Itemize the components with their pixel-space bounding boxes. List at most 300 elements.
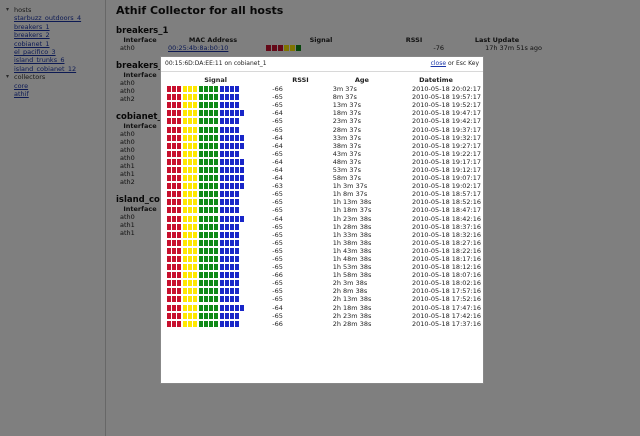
signal-segment [209, 264, 213, 270]
signal-segment [235, 272, 239, 278]
signal-segment [240, 135, 244, 141]
signal-segment [204, 94, 208, 100]
rssi-cell: -65 [272, 190, 283, 199]
signal-segment [204, 224, 208, 230]
signal-segment [188, 167, 192, 173]
signal-segment [177, 175, 181, 181]
signal-segment [188, 151, 192, 157]
rssi-cell: -64 [272, 133, 283, 142]
signal-segment [183, 159, 187, 165]
signal-segment [188, 207, 192, 213]
signal-segment [214, 183, 218, 189]
signal-segment [177, 288, 181, 294]
signal-segment [177, 102, 181, 108]
signal-segment [204, 240, 208, 246]
signal-segment [193, 110, 197, 116]
signal-segment [220, 296, 224, 302]
signal-segment [204, 207, 208, 213]
signal-segment [235, 224, 239, 230]
signal-segment [235, 216, 239, 222]
signal-segment [220, 183, 224, 189]
signal-segment [230, 151, 234, 157]
rssi-cell: -65 [272, 287, 283, 296]
signal-segment [204, 118, 208, 124]
signal-segment [240, 183, 244, 189]
signal-segment [214, 305, 218, 311]
signal-bars [167, 312, 264, 320]
signal-segment [177, 159, 181, 165]
signal-segment [230, 110, 234, 116]
dt-cell: 2010-05-18 18:37:16 [411, 222, 481, 231]
signal-segment [167, 280, 171, 286]
signal-segment [209, 127, 213, 133]
signal-segment [225, 288, 229, 294]
signal-segment [167, 313, 171, 319]
signal-segment [230, 127, 234, 133]
signal-segment [209, 151, 213, 157]
dt-cell: 2010-05-18 18:22:16 [411, 246, 481, 255]
signal-segment [172, 288, 176, 294]
column-header-signal: Signal [204, 75, 228, 84]
dt-cell: 2010-05-18 19:12:17 [411, 165, 481, 174]
dt-cell: 2010-05-18 19:47:17 [411, 109, 481, 118]
signal-segment [177, 183, 181, 189]
signal-segment [209, 272, 213, 278]
signal-segment [235, 102, 239, 108]
signal-segment [225, 159, 229, 165]
rssi-cell: -66 [272, 85, 283, 94]
signal-bars [167, 206, 264, 214]
signal-segment [204, 102, 208, 108]
signal-segment [204, 199, 208, 205]
rssi-cell: -65 [272, 149, 283, 158]
signal-segment [172, 240, 176, 246]
dialog-title: 00:15:6D:DA:EE:11 on cobianet_1 [165, 60, 267, 67]
signal-segment [183, 305, 187, 311]
signal-segment [235, 175, 239, 181]
table-row [167, 190, 483, 198]
signal-segment [214, 264, 218, 270]
signal-segment [167, 207, 171, 213]
signal-segment [209, 280, 213, 286]
signal-segment [220, 102, 224, 108]
signal-segment [199, 127, 203, 133]
signal-segment [214, 288, 218, 294]
signal-segment [214, 143, 218, 149]
signal-bars [167, 320, 264, 328]
signal-bars [167, 125, 264, 133]
signal-segment [188, 296, 192, 302]
signal-segment [183, 175, 187, 181]
signal-segment [199, 216, 203, 222]
signal-segment [209, 143, 213, 149]
signal-segment [204, 321, 208, 327]
signal-segment [167, 216, 171, 222]
rssi-cell: -64 [272, 303, 283, 312]
signal-segment [183, 167, 187, 173]
signal-segment [230, 296, 234, 302]
signal-bars [167, 215, 264, 223]
signal-segment [240, 110, 244, 116]
age-cell: 1h 43m 38s [332, 246, 372, 255]
signal-segment [235, 159, 239, 165]
signal-segment [209, 216, 213, 222]
signal-segment [188, 313, 192, 319]
signal-segment [188, 110, 192, 116]
signal-segment [235, 143, 239, 149]
signal-segment [177, 191, 181, 197]
signal-segment [193, 191, 197, 197]
rssi-cell: -65 [272, 117, 283, 126]
rssi-cell: -65 [272, 246, 283, 255]
signal-segment [220, 272, 224, 278]
age-cell: 58m 37s [332, 174, 362, 183]
signal-segment [199, 224, 203, 230]
table-row [167, 215, 483, 223]
signal-segment [209, 248, 213, 254]
dt-cell: 2010-05-18 18:07:16 [411, 271, 481, 280]
signal-segment [183, 118, 187, 124]
signal-segment [199, 321, 203, 327]
signal-bars [167, 166, 264, 174]
dt-cell: 2010-05-18 19:22:17 [411, 149, 481, 158]
rssi-cell: -64 [272, 109, 283, 118]
signal-segment [167, 135, 171, 141]
signal-history-dialog [160, 56, 484, 384]
signal-segment [177, 305, 181, 311]
signal-segment [230, 143, 234, 149]
signal-segment [235, 86, 239, 92]
table-row [167, 206, 483, 214]
signal-segment [199, 183, 203, 189]
dt-cell: 2010-05-18 19:57:17 [411, 93, 481, 102]
signal-segment [225, 256, 229, 262]
signal-segment [220, 240, 224, 246]
signal-segment [199, 256, 203, 262]
signal-bars [167, 295, 264, 303]
table-row [167, 223, 483, 231]
signal-segment [225, 175, 229, 181]
signal-segment [235, 135, 239, 141]
column-header-datetime: Datetime [419, 75, 453, 84]
table-row [167, 101, 483, 109]
signal-segment [167, 167, 171, 173]
signal-segment [204, 272, 208, 278]
signal-segment [188, 224, 192, 230]
signal-segment [230, 224, 234, 230]
signal-segment [183, 207, 187, 213]
signal-segment [209, 118, 213, 124]
age-cell: 53m 37s [332, 165, 362, 174]
dt-cell: 2010-05-18 19:32:17 [411, 133, 481, 142]
signal-segment [235, 232, 239, 238]
signal-segment [230, 240, 234, 246]
signal-segment [235, 94, 239, 100]
signal-segment [172, 135, 176, 141]
dt-cell: 2010-05-18 18:12:16 [411, 263, 481, 272]
signal-segment [183, 127, 187, 133]
close-link[interactable]: close [430, 60, 447, 67]
signal-segment [183, 296, 187, 302]
signal-segment [193, 264, 197, 270]
dt-cell: 2010-05-18 17:37:16 [411, 319, 481, 328]
signal-segment [214, 207, 218, 213]
dt-cell: 2010-05-18 19:27:17 [411, 141, 481, 150]
rssi-cell: -65 [272, 125, 283, 134]
dt-cell: 2010-05-18 19:02:17 [411, 182, 481, 191]
signal-bars [167, 134, 264, 142]
signal-segment [204, 248, 208, 254]
signal-segment [235, 127, 239, 133]
signal-bars [167, 101, 264, 109]
dt-cell: 2010-05-18 18:27:16 [411, 238, 481, 247]
signal-segment [230, 216, 234, 222]
signal-segment [177, 240, 181, 246]
table-row [167, 304, 483, 312]
signal-bars [167, 247, 264, 255]
signal-segment [193, 135, 197, 141]
age-cell: 2h 13m 38s [332, 295, 372, 304]
signal-segment [177, 127, 181, 133]
signal-segment [177, 216, 181, 222]
table-row [167, 117, 483, 125]
signal-segment [183, 288, 187, 294]
table-row [167, 142, 483, 150]
signal-segment [220, 256, 224, 262]
signal-segment [240, 175, 244, 181]
dt-cell: 2010-05-18 18:52:16 [411, 198, 481, 207]
signal-bars [167, 142, 264, 150]
signal-segment [214, 240, 218, 246]
signal-segment [230, 94, 234, 100]
signal-segment [193, 305, 197, 311]
signal-segment [230, 167, 234, 173]
signal-segment [199, 296, 203, 302]
age-cell: 23m 37s [332, 117, 362, 126]
signal-segment [167, 232, 171, 238]
signal-segment [193, 272, 197, 278]
signal-segment [220, 110, 224, 116]
signal-segment [183, 280, 187, 286]
rssi-cell: -66 [272, 271, 283, 280]
signal-segment [209, 110, 213, 116]
signal-segment [188, 191, 192, 197]
signal-segment [214, 110, 218, 116]
signal-segment [209, 183, 213, 189]
signal-segment [230, 175, 234, 181]
signal-segment [177, 94, 181, 100]
signal-segment [235, 191, 239, 197]
dt-cell: 2010-05-18 18:02:16 [411, 279, 481, 288]
signal-segment [177, 167, 181, 173]
signal-segment [177, 264, 181, 270]
signal-segment [209, 288, 213, 294]
signal-segment [193, 118, 197, 124]
signal-segment [188, 288, 192, 294]
signal-segment [167, 191, 171, 197]
signal-segment [204, 256, 208, 262]
signal-bars [167, 263, 264, 271]
signal-segment [193, 167, 197, 173]
signal-segment [167, 143, 171, 149]
signal-segment [220, 321, 224, 327]
signal-segment [235, 313, 239, 319]
signal-segment [225, 264, 229, 270]
signal-segment [220, 232, 224, 238]
age-cell: 1h 58m 38s [332, 271, 372, 280]
signal-segment [193, 183, 197, 189]
signal-segment [183, 110, 187, 116]
rssi-cell: -65 [272, 295, 283, 304]
signal-segment [183, 240, 187, 246]
signal-segment [235, 288, 239, 294]
dt-cell: 2010-05-18 18:17:16 [411, 255, 481, 264]
rssi-cell: -65 [272, 230, 283, 239]
signal-segment [209, 167, 213, 173]
signal-segment [177, 321, 181, 327]
age-cell: 1h 33m 38s [332, 230, 372, 239]
signal-segment [183, 94, 187, 100]
signal-segment [193, 240, 197, 246]
signal-segment [183, 232, 187, 238]
signal-segment [230, 248, 234, 254]
signal-segment [230, 321, 234, 327]
signal-segment [235, 240, 239, 246]
table-row [167, 263, 483, 271]
signal-segment [230, 86, 234, 92]
signal-history-rows [167, 85, 483, 328]
signal-segment [188, 280, 192, 286]
signal-segment [188, 199, 192, 205]
signal-segment [220, 159, 224, 165]
signal-segment [214, 199, 218, 205]
signal-segment [172, 110, 176, 116]
signal-segment [193, 256, 197, 262]
dt-cell: 2010-05-18 17:57:16 [411, 287, 481, 296]
signal-segment [230, 159, 234, 165]
signal-segment [177, 199, 181, 205]
signal-segment [199, 151, 203, 157]
signal-segment [172, 264, 176, 270]
signal-segment [204, 305, 208, 311]
signal-segment [167, 86, 171, 92]
signal-segment [167, 127, 171, 133]
signal-segment [177, 256, 181, 262]
signal-segment [220, 224, 224, 230]
signal-segment [235, 256, 239, 262]
signal-bars [167, 190, 264, 198]
signal-segment [204, 280, 208, 286]
signal-segment [225, 135, 229, 141]
signal-segment [214, 135, 218, 141]
signal-segment [199, 94, 203, 100]
rssi-cell: -64 [272, 214, 283, 223]
signal-segment [193, 216, 197, 222]
rssi-cell: -65 [272, 238, 283, 247]
age-cell: 1h 8m 37s [332, 190, 368, 199]
signal-segment [225, 232, 229, 238]
signal-segment [167, 151, 171, 157]
signal-segment [214, 248, 218, 254]
signal-segment [188, 264, 192, 270]
signal-segment [204, 296, 208, 302]
signal-segment [225, 207, 229, 213]
signal-segment [172, 280, 176, 286]
table-row [167, 134, 483, 142]
signal-segment [177, 151, 181, 157]
signal-segment [183, 256, 187, 262]
age-cell: 18m 37s [332, 109, 362, 118]
signal-segment [183, 199, 187, 205]
signal-segment [193, 151, 197, 157]
age-cell: 1h 3m 37s [332, 182, 368, 191]
signal-segment [188, 135, 192, 141]
signal-segment [177, 143, 181, 149]
dt-cell: 2010-05-18 18:47:17 [411, 206, 481, 215]
signal-segment [172, 272, 176, 278]
signal-segment [172, 199, 176, 205]
signal-bars [167, 239, 264, 247]
signal-segment [209, 175, 213, 181]
age-cell: 2h 3m 38s [332, 279, 368, 288]
signal-segment [188, 127, 192, 133]
signal-segment [214, 94, 218, 100]
signal-segment [167, 118, 171, 124]
close-hint [431, 57, 479, 71]
signal-segment [209, 207, 213, 213]
signal-segment [199, 207, 203, 213]
signal-segment [209, 240, 213, 246]
signal-segment [225, 151, 229, 157]
signal-segment [199, 240, 203, 246]
signal-segment [193, 199, 197, 205]
signal-segment [193, 321, 197, 327]
signal-segment [183, 135, 187, 141]
signal-bars [167, 279, 264, 287]
signal-segment [188, 183, 192, 189]
rssi-cell: -64 [272, 157, 283, 166]
signal-segment [209, 135, 213, 141]
table-row [167, 255, 483, 263]
signal-segment [225, 127, 229, 133]
signal-segment [193, 159, 197, 165]
signal-segment [172, 102, 176, 108]
signal-segment [204, 127, 208, 133]
signal-segment [167, 94, 171, 100]
signal-segment [183, 216, 187, 222]
signal-segment [188, 256, 192, 262]
signal-segment [214, 321, 218, 327]
signal-segment [220, 175, 224, 181]
age-cell: 1h 23m 38s [332, 214, 372, 223]
table-row [167, 125, 483, 133]
signal-segment [220, 313, 224, 319]
signal-segment [177, 86, 181, 92]
signal-segment [172, 256, 176, 262]
signal-segment [214, 313, 218, 319]
signal-segment [193, 94, 197, 100]
signal-bars [167, 182, 264, 190]
signal-segment [183, 264, 187, 270]
table-row [167, 174, 483, 182]
signal-segment [230, 256, 234, 262]
rssi-cell: -65 [272, 279, 283, 288]
signal-segment [204, 264, 208, 270]
signal-segment [214, 118, 218, 124]
table-row [167, 93, 483, 101]
signal-segment [209, 159, 213, 165]
signal-segment [225, 272, 229, 278]
